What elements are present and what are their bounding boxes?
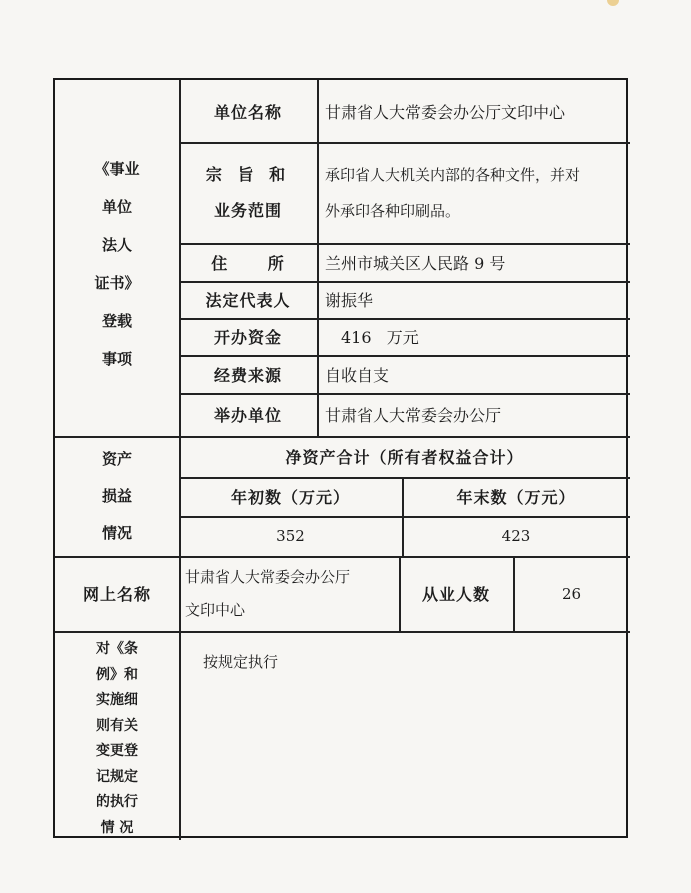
scope-value bbox=[317, 142, 630, 243]
title-line: 损益 bbox=[101, 486, 132, 505]
title-line: 法人 bbox=[101, 236, 132, 254]
net-assets-header: 净资产合计（所有者权益合计） bbox=[285, 448, 524, 467]
capital-label: 开办资金 bbox=[213, 328, 282, 347]
begin-year-label: 年初数（万元） bbox=[230, 488, 350, 507]
title-line: 的执行 bbox=[96, 794, 138, 810]
scope-value-line: 外承印各种印刷品。 bbox=[325, 201, 461, 220]
title-line: 登载 bbox=[101, 312, 132, 330]
scope-label-line: 业务范围 bbox=[213, 200, 282, 220]
title-line: 则有关 bbox=[96, 717, 138, 734]
title-line: 单位 bbox=[101, 198, 132, 216]
capital-value: 416 万元 bbox=[341, 328, 419, 347]
online-name-label: 网上名称 bbox=[82, 585, 151, 604]
begin-year-value: 352 bbox=[276, 527, 305, 545]
unit-name-value: 甘肃省人大常委会办公厅文印中心 bbox=[325, 102, 566, 122]
title-line: 例》和 bbox=[96, 666, 138, 683]
end-year-value: 423 bbox=[501, 527, 531, 545]
title-line: 情 况 bbox=[100, 819, 134, 836]
end-year-label: 年末数（万元） bbox=[456, 488, 576, 507]
funding-label: 经费来源 bbox=[213, 365, 282, 385]
title-line: 事项 bbox=[101, 350, 132, 368]
title-line: 《事业 bbox=[94, 160, 140, 178]
change-execution-title bbox=[55, 631, 179, 840]
title-line: 证书》 bbox=[94, 274, 140, 292]
address-label: 住 所 bbox=[211, 253, 285, 273]
legal-rep-value: 谢振华 bbox=[325, 291, 374, 310]
title-line: 记规定 bbox=[96, 768, 138, 785]
unit-name-label: 单位名称 bbox=[213, 102, 282, 122]
scope-value-line: 承印省人大机关内部的各种文件，并对 bbox=[325, 165, 581, 184]
title-line: 资产 bbox=[101, 449, 132, 468]
title-line: 对《条 bbox=[96, 641, 138, 657]
funding-value: 自收自支 bbox=[325, 365, 390, 385]
title-line: 实施细 bbox=[96, 692, 138, 708]
assets-title bbox=[55, 436, 179, 556]
title-line: 情况 bbox=[101, 523, 132, 542]
change-execution-value: 按规定执行 bbox=[203, 652, 279, 671]
paper-mark bbox=[607, 0, 619, 6]
scope-label bbox=[179, 142, 317, 243]
legal-rep-label: 法定代表人 bbox=[205, 291, 291, 310]
online-name-line: 文印中心 bbox=[185, 600, 246, 619]
staff-count-label: 从业人数 bbox=[421, 585, 490, 604]
online-name-line: 甘肃省人大常委会办公厅 bbox=[185, 567, 351, 586]
title-line: 变更登 bbox=[96, 743, 138, 759]
scope-label-line: 宗 旨 和 bbox=[205, 164, 291, 184]
address-value: 兰州市城关区人民路 9 号 bbox=[325, 253, 506, 273]
sponsor-label: 举办单位 bbox=[213, 406, 282, 425]
online-name-value bbox=[179, 556, 399, 631]
registration-items-title bbox=[55, 80, 179, 436]
registration-form-table bbox=[53, 78, 628, 838]
sponsor-value: 甘肃省人大常委会办公厅 bbox=[325, 406, 502, 425]
staff-count-value: 26 bbox=[561, 584, 582, 603]
